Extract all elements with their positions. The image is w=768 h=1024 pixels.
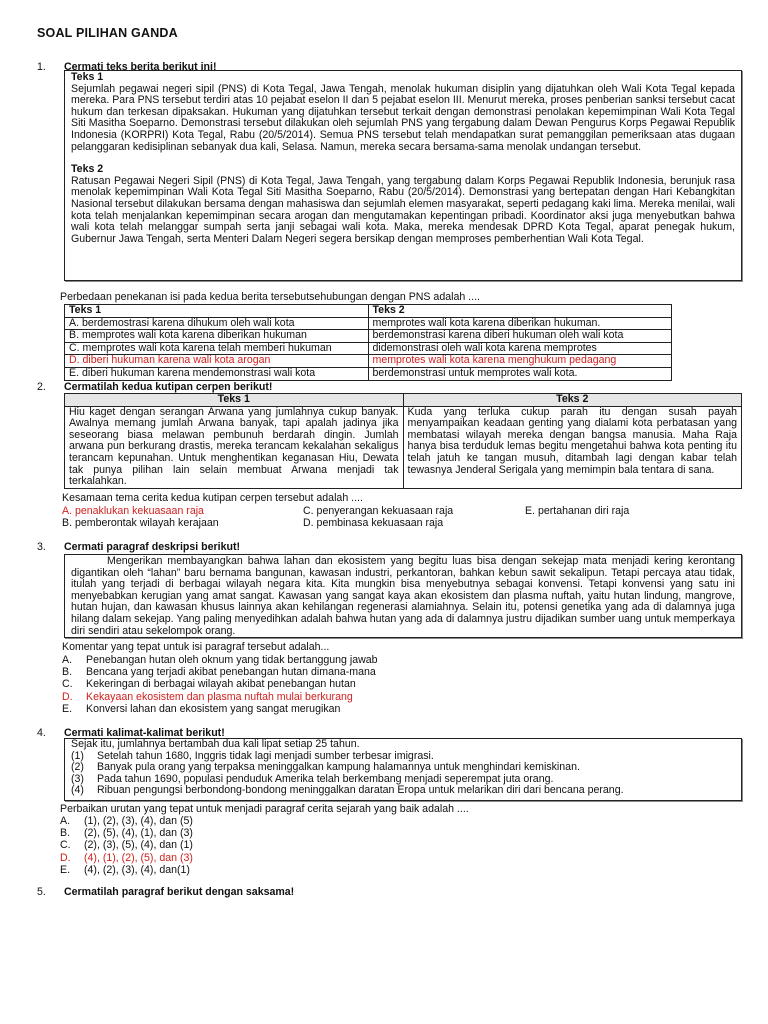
sentences-box <box>64 738 742 801</box>
option-row-b[interactable] <box>65 330 672 343</box>
option-text: penyerangan kekuasaan raja <box>316 505 454 517</box>
option-key: B. <box>62 517 73 529</box>
option-a[interactable] <box>60 815 193 827</box>
question-heading: Cermatilah paragraf berikut dengan saksama! <box>64 886 295 898</box>
cell: A. berdemostrasi karena dihukum oleh wali kota <box>65 317 369 330</box>
option-text: pemberontak wilayah kerajaan <box>74 517 219 529</box>
cell: D. diberi hukuman karena wali kota arogan <box>65 355 369 368</box>
option-row-c[interactable] <box>65 342 672 355</box>
option-text: penaklukan kekuasaan raja <box>74 505 204 517</box>
option-d[interactable] <box>303 517 443 529</box>
question-heading: Cermati kalimat-kalimat berikut! <box>64 727 225 739</box>
question-number: 1. <box>37 61 46 73</box>
option-key: C. <box>303 505 314 517</box>
option-key: C. <box>62 678 73 691</box>
option-row-d-answer[interactable] <box>65 355 672 368</box>
description-text: Mengerikan membayangkan bahwa lahan dan ekosistem yang begitu luas bisa dengan sekejap mata menjadi kering kerontang digantikan oleh “lahan” baru bernama bangunan, kawasan industri, perkantoran, bahkan kebun sawit sekalipun. Tetapi percaya atau tidak, itulah yang terjadi di berbagai wilayah negara kita. Kita mungkin bisa menyebutnya sebagai konvensi. Tetapi konvensi yang satu ini menyebabkan kerugian yang amat sangat. Kawasan yang sangat kaya akan ekosistem dan plasma nuftah, yaitu hutan lindung, mangrove, hutan hujan, dan kawasan khusus lainnya akan kehilangan regenerasi alamiahnya. Selain itu, potensi genetika yang ada di dalamnya juga hilang dalam sekejap. Yang paling menyedihkan adalah bahwa hutan yang ada di dalamnya justru dijadikan sumber uang untuk memperkaya diri sendiri atau sekelompok orang. <box>71 555 735 637</box>
option-key: C. <box>60 839 71 852</box>
cell: didemonstrasi oleh wali kota karena memprotes <box>368 342 672 355</box>
option-key: A. <box>60 815 71 827</box>
option-text: pertahanan diri raja <box>537 505 630 517</box>
option-row-e[interactable] <box>65 367 672 380</box>
cell: B. memprotes wali kota karena diberikan hukuman <box>65 330 369 343</box>
question-heading: Cermati teks berita berikut ini! <box>64 61 217 73</box>
question-text: Perbaikan urutan yang tepat untuk menjadi paragraf cerita sejarah yang baik adalah .... <box>60 803 469 815</box>
option-c[interactable] <box>62 678 378 690</box>
story-table <box>64 393 742 489</box>
question-heading: Cermatilah kedua kutipan cerpen berikut! <box>64 381 273 393</box>
text1-title: Teks 1 <box>71 71 104 83</box>
text2-body: Ratusan Pegawai Negeri Sipil (PNS) di Kota Tegal, Jawa Tengah, yang tergabung dalam Korps Pegawai Republik Indonesia, berunjuk rasa menolak kepemimpinan Wali Kota Tegal Siti Masitha Soeparno, Rabu (20/5/2014). Demonstrasi yang bertepatan dengan Hari Kebangkitan Nasional tersebut dilakukan bersama dengan mahasiswa dan sejumlah elemen masyarakat, seperti pedagang kaki lima. Mereka menilai, wali kota telah menjalankan kepemimpinan secara arogan dan mengutamakan kepentingan pribadi. Koordinator aksi juga menyebutkan bahwa wali kota telah melanggar sumpah serta janji sebagai wali kota. Maka, mereka mendesak DPRD Kota Tegal, aparat penegak hukum, Gubernur Jawa Tengah, serta Menteri Dalam Negeri segera bersikap dengan memproses pemberhentian Wali Kota Tegal. <box>71 174 735 245</box>
option-e[interactable] <box>60 864 193 876</box>
option-key: D. <box>62 690 73 703</box>
cell: memprotes wali kota karena diberikan hukuman. <box>368 317 672 330</box>
sentence-text: Banyak pula orang yang terpaksa meninggalkan kampung halamannya untuk menghindari kemiskinan. <box>97 761 580 774</box>
answer-table <box>64 304 672 381</box>
option-a[interactable] <box>62 654 378 666</box>
option-key: E. <box>62 702 73 715</box>
intro-sentence: Sejak itu, jumlahnya bertambah dua kali lipat setiap 25 tahun. <box>71 738 360 750</box>
option-text: (4), (2), (3), (4), dan(1) <box>84 863 190 876</box>
option-text: (4), (1), (2), (5), dan (3) <box>84 851 193 864</box>
question-text: Perbedaan penekanan isi pada kedua berita tersebutsehubungan dengan PNS adalah .... <box>60 291 480 303</box>
description-text-box <box>64 554 742 638</box>
question-heading: Cermati paragraf deskripsi berikut! <box>64 541 241 553</box>
option-row-a[interactable] <box>65 317 672 330</box>
option-key: B. <box>60 827 71 840</box>
option-key: E. <box>525 505 536 517</box>
option-key: A. <box>62 654 73 666</box>
option-text: Konversi lahan dan ekosistem yang sangat merugikan <box>86 702 341 715</box>
option-d-answer[interactable] <box>60 852 193 864</box>
option-text: Kekayaan ekosistem dan plasma nuftah mulai berkurang <box>86 690 353 703</box>
question-number: 4. <box>37 727 46 739</box>
option-a-answer[interactable] <box>62 505 204 517</box>
option-b[interactable] <box>60 827 193 839</box>
option-text: Kekeringan di berbagai wilayah akibat penebangan hutan <box>86 678 356 691</box>
header-teks1: Teks 1 <box>65 394 404 407</box>
question-text: Kesamaan tema cerita kedua kutipan cerpen tersebut adalah .... <box>62 492 363 504</box>
sentence-text: Setelah tahun 1680, Inggris tidak lagi menjadi sumber terbesar imigrasi. <box>97 749 434 762</box>
cell: berdemonstrasi untuk memprotes wali kota. <box>368 367 672 380</box>
story-text2: Kuda yang terluka cukup parah itu dengan susah payah menyampaikan keadaan genting yang dialami kota perbatasan yang membatasi wilayah mereka dengan bangsa manusia. Maha Raja hanya bisa terduduk lemas begitu mengetahui bahwa kota penting itu telah jatuh ke tangan musuh, ditambah lagi dengan kabar telah tewasnya Jenderal Serigala yang memimpin bala tentara di sana. <box>403 406 742 488</box>
news-text-box <box>64 70 742 281</box>
sentence-key: (2) <box>71 761 84 774</box>
option-d-answer[interactable] <box>62 691 378 703</box>
option-key: E. <box>60 863 71 876</box>
question-number: 3. <box>37 541 46 553</box>
header-teks2: Teks 2 <box>368 305 672 318</box>
text1-body: Sejumlah pegawai negeri sipil (PNS) di Kota Tegal, Jawa Tengah, menolak hukuman disiplin yang dijatuhkan oleh Wali Kota Tegal kepada mereka. Para PNS tersebut terdiri atas 10 pejabat eselon II dan 5 pejabat eselon III. Menurut mereka, proses penberian sanksi tersebut cacat hukum dan terkesan dipaksakan. Hukuman yang dijatuhkan tersebut terkait dengan demonstrasi penolakan kepemimpinan Wali Kota Tegal Siti Masitha Soeparno. Demonstrasi tersebut dilakukan oleh sejumlah PNS yang tergabung dalam Dewan Pengurus Korps Pegawai Republik Indonesia (KORPRI) Kota Tegal, Rabu (20/5/2014). Semua PNS tersebut telah mendapatkan surat pemanggilan pemeriksaan atas dugaan pelanggaran kedisiplinan sebanyak dua kali, Selasa. Namun, mereka secara bersama-sama menolak undangan tersebut. <box>71 82 735 153</box>
sentence-text: Pada tahun 1690, populasi penduduk Amerika telah berkembang menjadi seperempat juta orang. <box>97 772 554 785</box>
sentence-key: (4) <box>71 784 84 797</box>
option-e[interactable] <box>525 505 629 517</box>
option-b[interactable] <box>62 666 378 678</box>
option-text: (2), (5), (4), (1), dan (3) <box>84 827 193 840</box>
story-text1: Hiu kaget dengan serangan Arwana yang jumlahnya cukup banyak. Awalnya memang jumlah Arwana banyak, tapi apalah jadinya jika seseorang biasa melawan pembunuh berdarah dingin. Jumlah arwana pun berkurang drastis, mereka terancam kekalahan sekaligus terancam kepunahan. Untuk menghentikan keganasan Hiu, Dewata tak punya pilihan lain selain membuat Arwana menjadi tak terkalahkan. <box>65 406 404 488</box>
option-c[interactable] <box>303 505 453 517</box>
option-text: (1), (2), (3), (4), dan (5) <box>84 815 193 827</box>
option-e[interactable] <box>62 703 378 715</box>
header-teks2: Teks 2 <box>403 394 742 407</box>
option-b[interactable] <box>62 517 219 529</box>
option-text: Penebangan hutan oleh oknum yang tidak bertanggung jawab <box>86 654 378 666</box>
option-key: A. <box>62 505 73 517</box>
sentence-4 <box>71 785 735 797</box>
cell: E. diberi hukuman karena mendemonstrasi wali kota <box>65 367 369 380</box>
page-title: SOAL PILIHAN GANDA <box>37 26 178 40</box>
cell: C. memprotes wali kota karena telah memberi hukuman <box>65 342 369 355</box>
cell: berdemonstrasi karena diberi hukuman oleh wali kota <box>368 330 672 343</box>
text2-title: Teks 2 <box>71 163 104 176</box>
header-teks1: Teks 1 <box>65 305 369 318</box>
cell: memprotes wali kota karena menghukum pedagang <box>368 355 672 368</box>
option-key: D. <box>303 517 314 529</box>
sentence-text: Ribuan pengungsi berbondong-bondong meninggalkan daratan Eropa untuk melarikan diri dari bencana perang. <box>97 784 624 797</box>
option-key: B. <box>62 666 73 679</box>
option-key: D. <box>60 851 71 864</box>
question-text: Komentar yang tepat untuk isi paragraf tersebut adalah... <box>62 641 330 653</box>
question-number: 2. <box>37 381 46 393</box>
option-c[interactable] <box>60 839 193 851</box>
option-text: (2), (3), (5), (4), dan (1) <box>84 839 193 852</box>
sentence-key: (1) <box>71 749 84 762</box>
sentence-key: (3) <box>71 772 84 785</box>
question-number: 5. <box>37 886 46 898</box>
option-text: Bencana yang terjadi akibat penebangan hutan dimana-mana <box>86 666 376 679</box>
option-text: pembinasa kekuasaan raja <box>316 517 444 529</box>
